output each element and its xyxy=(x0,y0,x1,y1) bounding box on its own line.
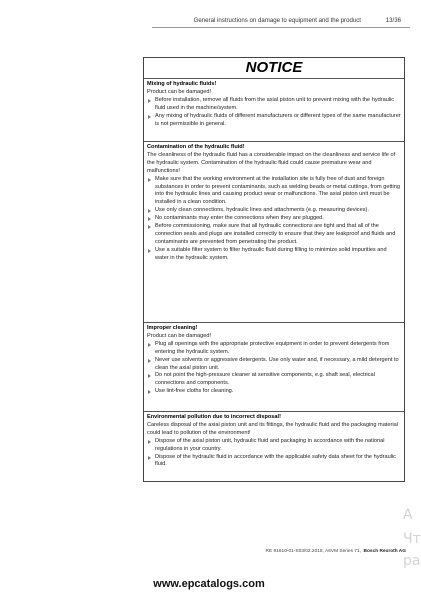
bullet-arrow-icon xyxy=(148,359,151,363)
section-intro: The cleanliness of the hydraulic fluid has a considerable impact on the cleanliness and service life of the hydraulic system. Contamination of the hydraulic fluid could cause premature wear and malfunctions! xyxy=(147,151,396,174)
bullet-arrow-icon xyxy=(148,343,151,347)
section-intro: Product can be damaged! xyxy=(147,88,212,95)
page-number: 13/36 xyxy=(385,17,401,24)
section-contamination xyxy=(144,141,404,263)
watermark-text: A xyxy=(403,507,413,523)
footer-brand: Bosch Rexroth AG xyxy=(363,549,406,554)
list-item: Before commissioning, make sure that all hydraulic connections are tight and that all of the connection seals and plugs are installed correctly to ensure that they are leakproof and fluids and contaminants are prevented from penetrating the product. xyxy=(147,223,401,247)
section-cleaning xyxy=(144,322,404,396)
list-item: Dispose of the hydraulic fluid in accordance with the applicable safety data sheet for the hydraulic fluid. xyxy=(147,454,401,470)
bullet-arrow-icon xyxy=(148,209,151,213)
list-item: Use lint-free cloths for cleaning. xyxy=(147,388,401,396)
list-item: Never use solvents or aggressive detergents. Use only water and, if necessary, a mild detergent to clean the axial piston unit. xyxy=(147,357,401,373)
section-title: Environmental pollution due to incorrect disposal! xyxy=(147,414,281,420)
bullet-arrow-icon xyxy=(148,217,151,221)
list-item: Do not point the high-pressure cleaner at sensitive components, e.g. shaft seal, electrical connections and components. xyxy=(147,372,401,388)
list-item: Use a suitable filter system to filter hydraulic fluid during filling to minimize solid impurities and water in the hydraulic system. xyxy=(147,247,401,263)
page-header xyxy=(0,17,418,29)
watermark-text: ра xyxy=(403,553,421,569)
page-footer xyxy=(0,549,418,559)
watermark-text: Чт xyxy=(403,531,421,547)
bullet-arrow-icon xyxy=(148,456,151,460)
list-item: Plug all openings with the appropriate protective equipment in order to prevent detergents from entering the hydraulic system. xyxy=(147,341,401,357)
bullet-arrow-icon xyxy=(148,374,151,378)
list-item: No contaminants may enter the connections when they are plugged. xyxy=(147,215,401,223)
list-item: Make sure that the working environment at the installation site is fully free of dust and foreign substances in order to prevent contaminants, such as welding beads or metal cuttings, from getting into the hydraulic lines and causing product wear or malfunctions. The axial piston unit must be installed in a clean condition. xyxy=(147,176,401,208)
notice-box xyxy=(143,57,405,482)
bullet-arrow-icon xyxy=(148,249,151,253)
bullet-arrow-icon xyxy=(148,225,151,229)
section-title: Mixing of hydraulic fluids! xyxy=(147,81,217,87)
site-url[interactable]: www.epcatalogs.com xyxy=(153,578,265,590)
section-title: Improper cleaning! xyxy=(147,325,198,331)
section-intro: Product can be damaged! xyxy=(147,332,212,339)
bullet-arrow-icon xyxy=(148,178,151,182)
section-disposal xyxy=(144,411,404,469)
bullet-arrow-icon xyxy=(148,390,151,394)
list-item: Before installation, remove all fluids from the axial piston unit to prevent mixing with the hydraulic fluid used in the machine/system. xyxy=(147,97,401,113)
list-item: Use only clean connections, hydraulic lines and attachments (e.g. measuring devices). xyxy=(147,207,401,215)
bullet-arrow-icon xyxy=(148,115,151,119)
header-rule xyxy=(152,27,410,28)
header-title: General instructions on damage to equipment and the product xyxy=(193,17,361,24)
list-item: Dispose of the axial piston unit, hydraulic fluid and packaging in accordance with the national regulations in your country. xyxy=(147,438,401,454)
footer-doc-ref: RE 91610-01-S03/02.2018, A6VM Series 71, xyxy=(265,549,361,554)
section-mixing xyxy=(144,78,404,128)
section-title: Contamination of the hydraulic fluid! xyxy=(147,144,245,150)
list-item: Any mixing of hydraulic fluids of different manufacturers or different types of the same manufacturer is not permissible in general. xyxy=(147,113,401,129)
notice-title: NOTICE xyxy=(144,58,404,79)
bullet-arrow-icon xyxy=(148,99,151,103)
section-intro: Careless disposal of the axial piston unit and its fittings, the hydraulic fluid and the packaging material could lead to pollution of the environment! xyxy=(147,421,398,436)
bullet-arrow-icon xyxy=(148,440,151,444)
